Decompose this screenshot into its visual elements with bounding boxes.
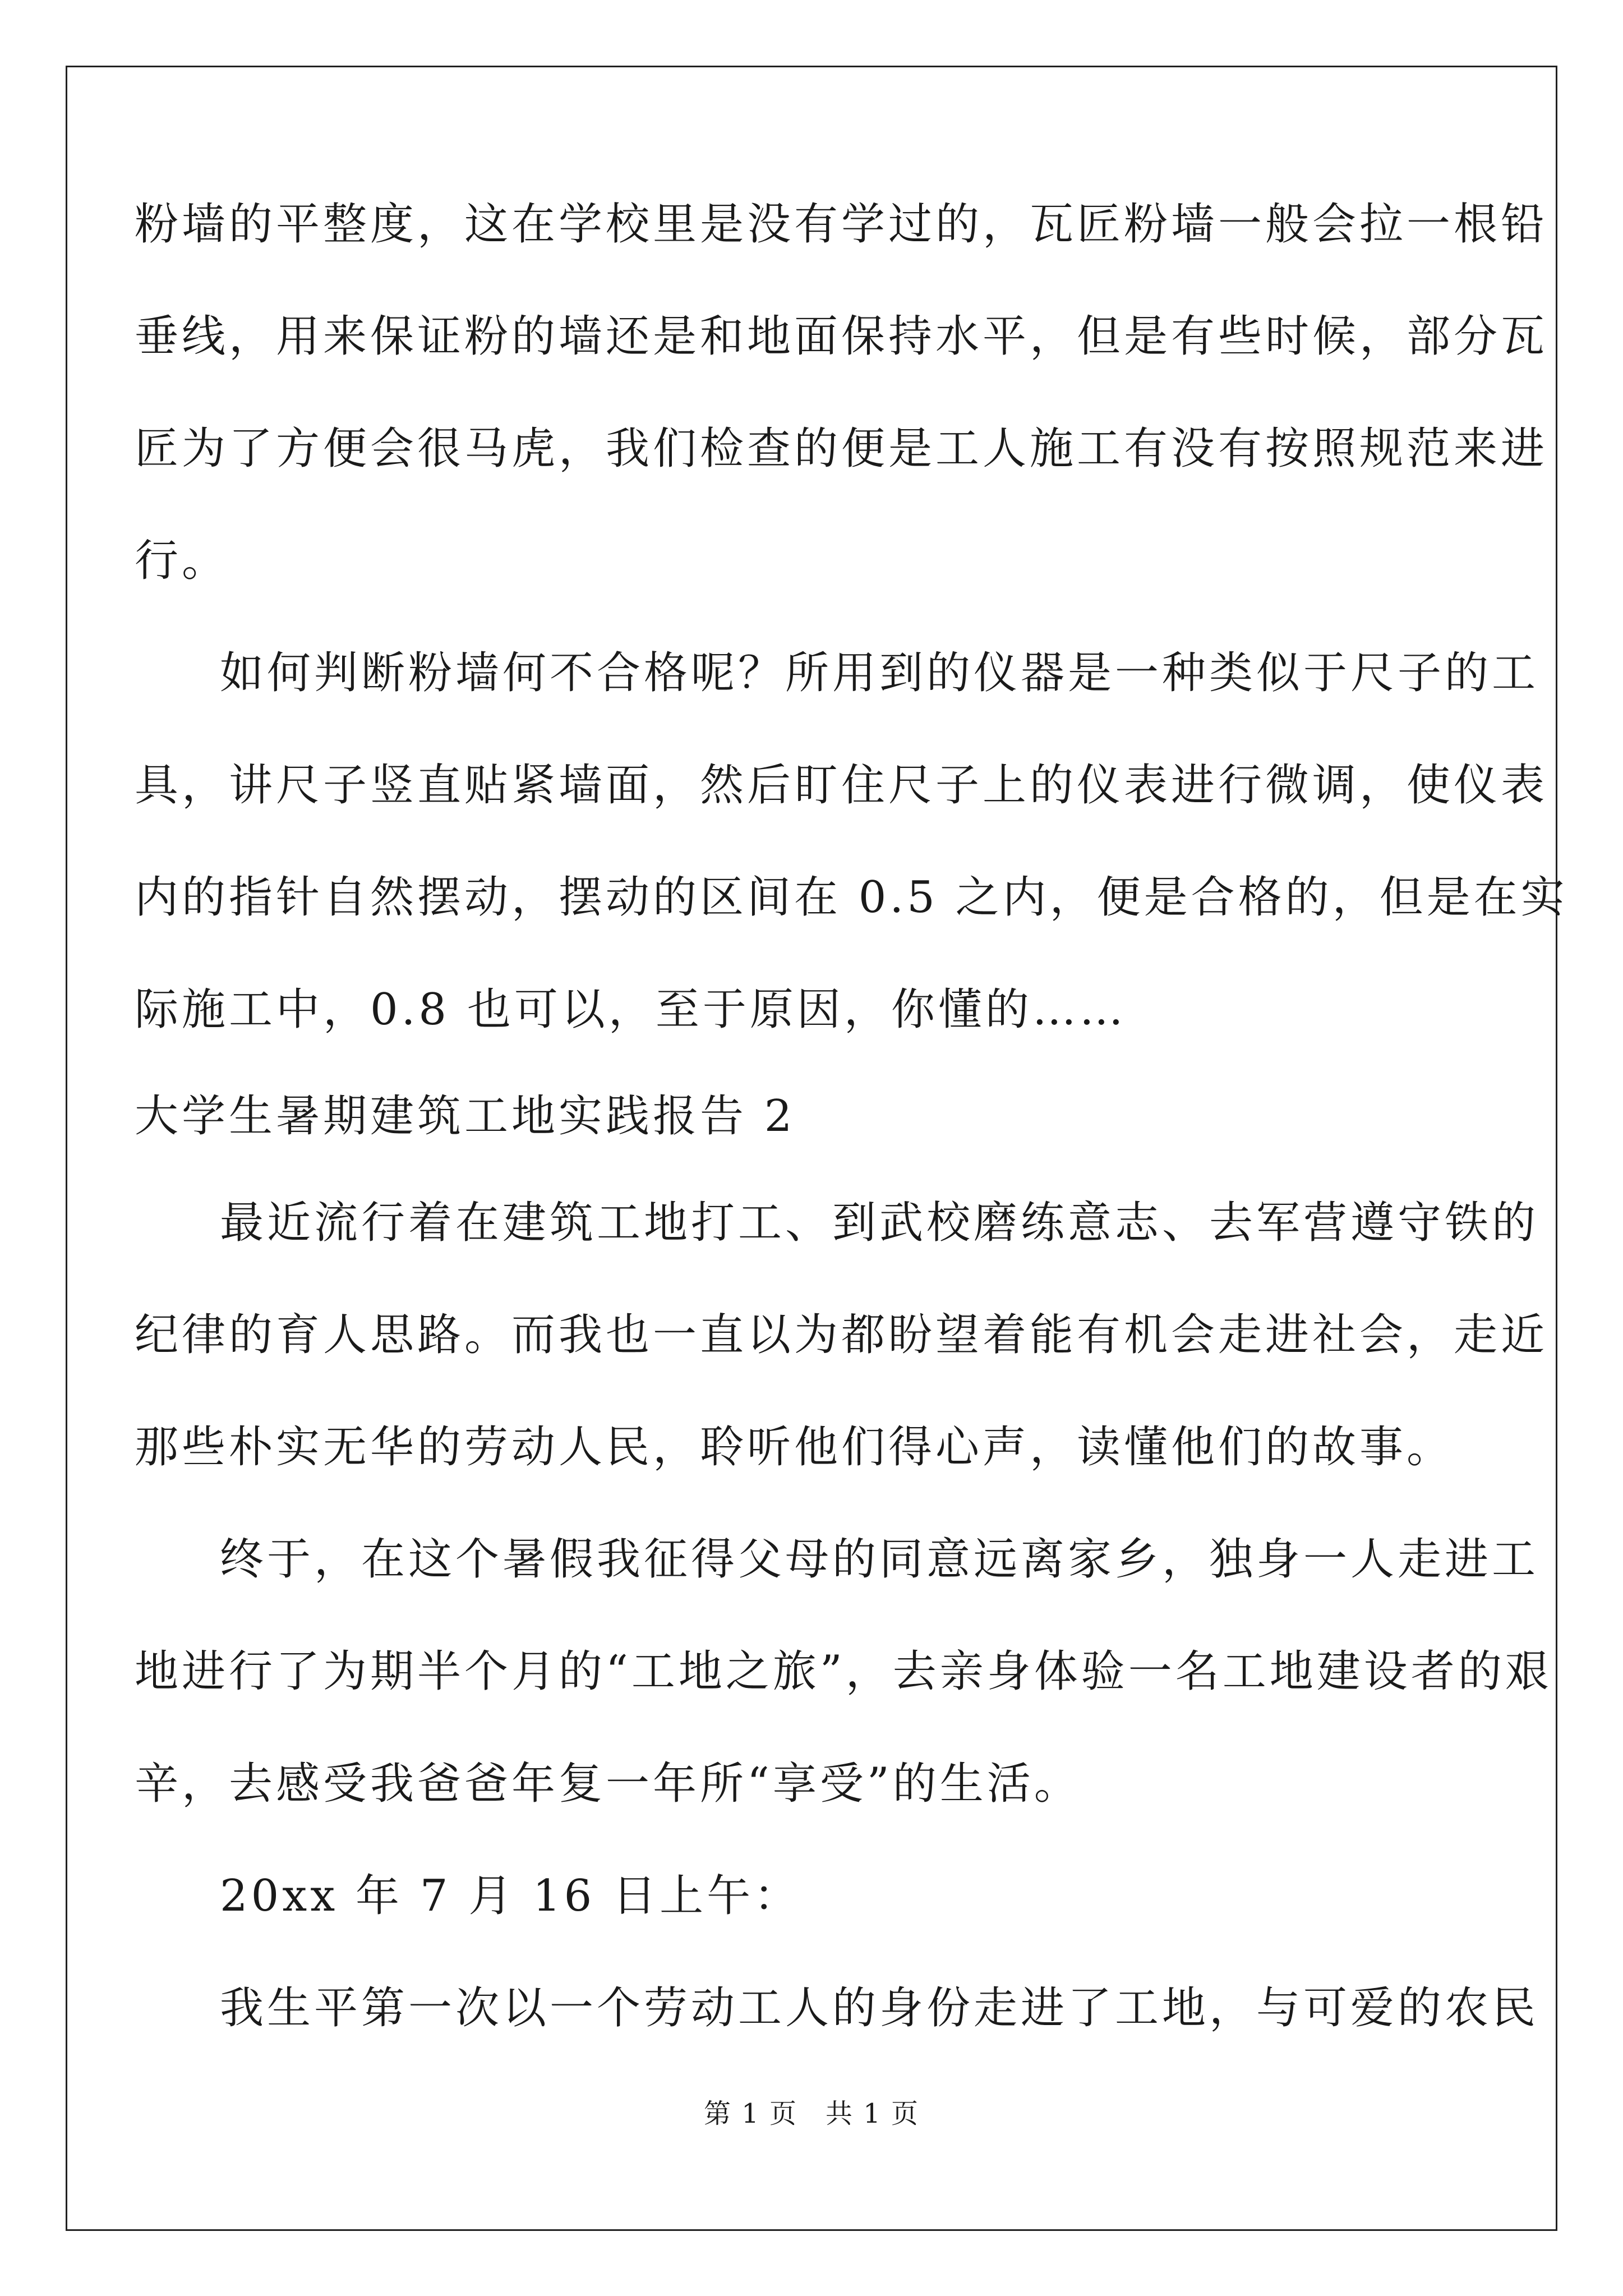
text-line: 地进行了为期半个月的“工地之旅”，去亲身体验一名工地建设者的艰 [135,1646,1552,1697]
text-line: 内的指针自然摆动，摆动的区间在 0.5 之内，便是合格的，但是在实 [135,872,1568,923]
paragraph-start: 如何判断粉墙何不合格呢？所用到的仪器是一种类似于尺子的工 [220,648,1539,698]
text-line: 际施工中，0.8 也可以，至于原因，你懂的…… [135,984,1127,1035]
paragraph-start: 最近流行着在建筑工地打工、到武校磨练意志、去军营遵守铁的 [220,1198,1539,1248]
text-line: 辛，去感受我爸爸年复一年所“享受”的生活。 [135,1759,1081,1809]
text-line: 那些朴实无华的劳动人民，聆听他们得心声，读懂他们的故事。 [135,1422,1454,1473]
text-line: 匠为了方便会很马虎，我们检查的便是工人施工有没有按照规范来进 [135,424,1548,474]
paragraph-start: 终于，在这个暑假我征得父母的同意远离家乡，独身一人走进工 [220,1534,1539,1585]
date-line: 20xx 年 7 月 16 日上午： [220,1871,801,1921]
text-line: 纪律的育人思路。而我也一直以为都盼望着能有机会走进社会，走近 [135,1310,1548,1360]
paragraph-start: 我生平第一次以一个劳动工人的身份走进了工地，与可爱的农民 [220,1983,1539,2033]
text-line: 粉墙的平整度，这在学校里是没有学过的，瓦匠粉墙一般会拉一根铅 [135,199,1548,250]
text-line: 行。 [135,536,229,586]
section-heading: 大学生暑期建筑工地实践报告 2 [135,1091,796,1142]
text-line: 具，讲尺子竖直贴紧墙面，然后盯住尺子上的仪表进行微调，使仪表 [135,760,1548,811]
text-line: 垂线，用来保证粉的墙还是和地面保持水平，但是有些时候，部分瓦 [135,311,1548,362]
page-footer: 第 1 页 共 1 页 [703,2098,920,2129]
